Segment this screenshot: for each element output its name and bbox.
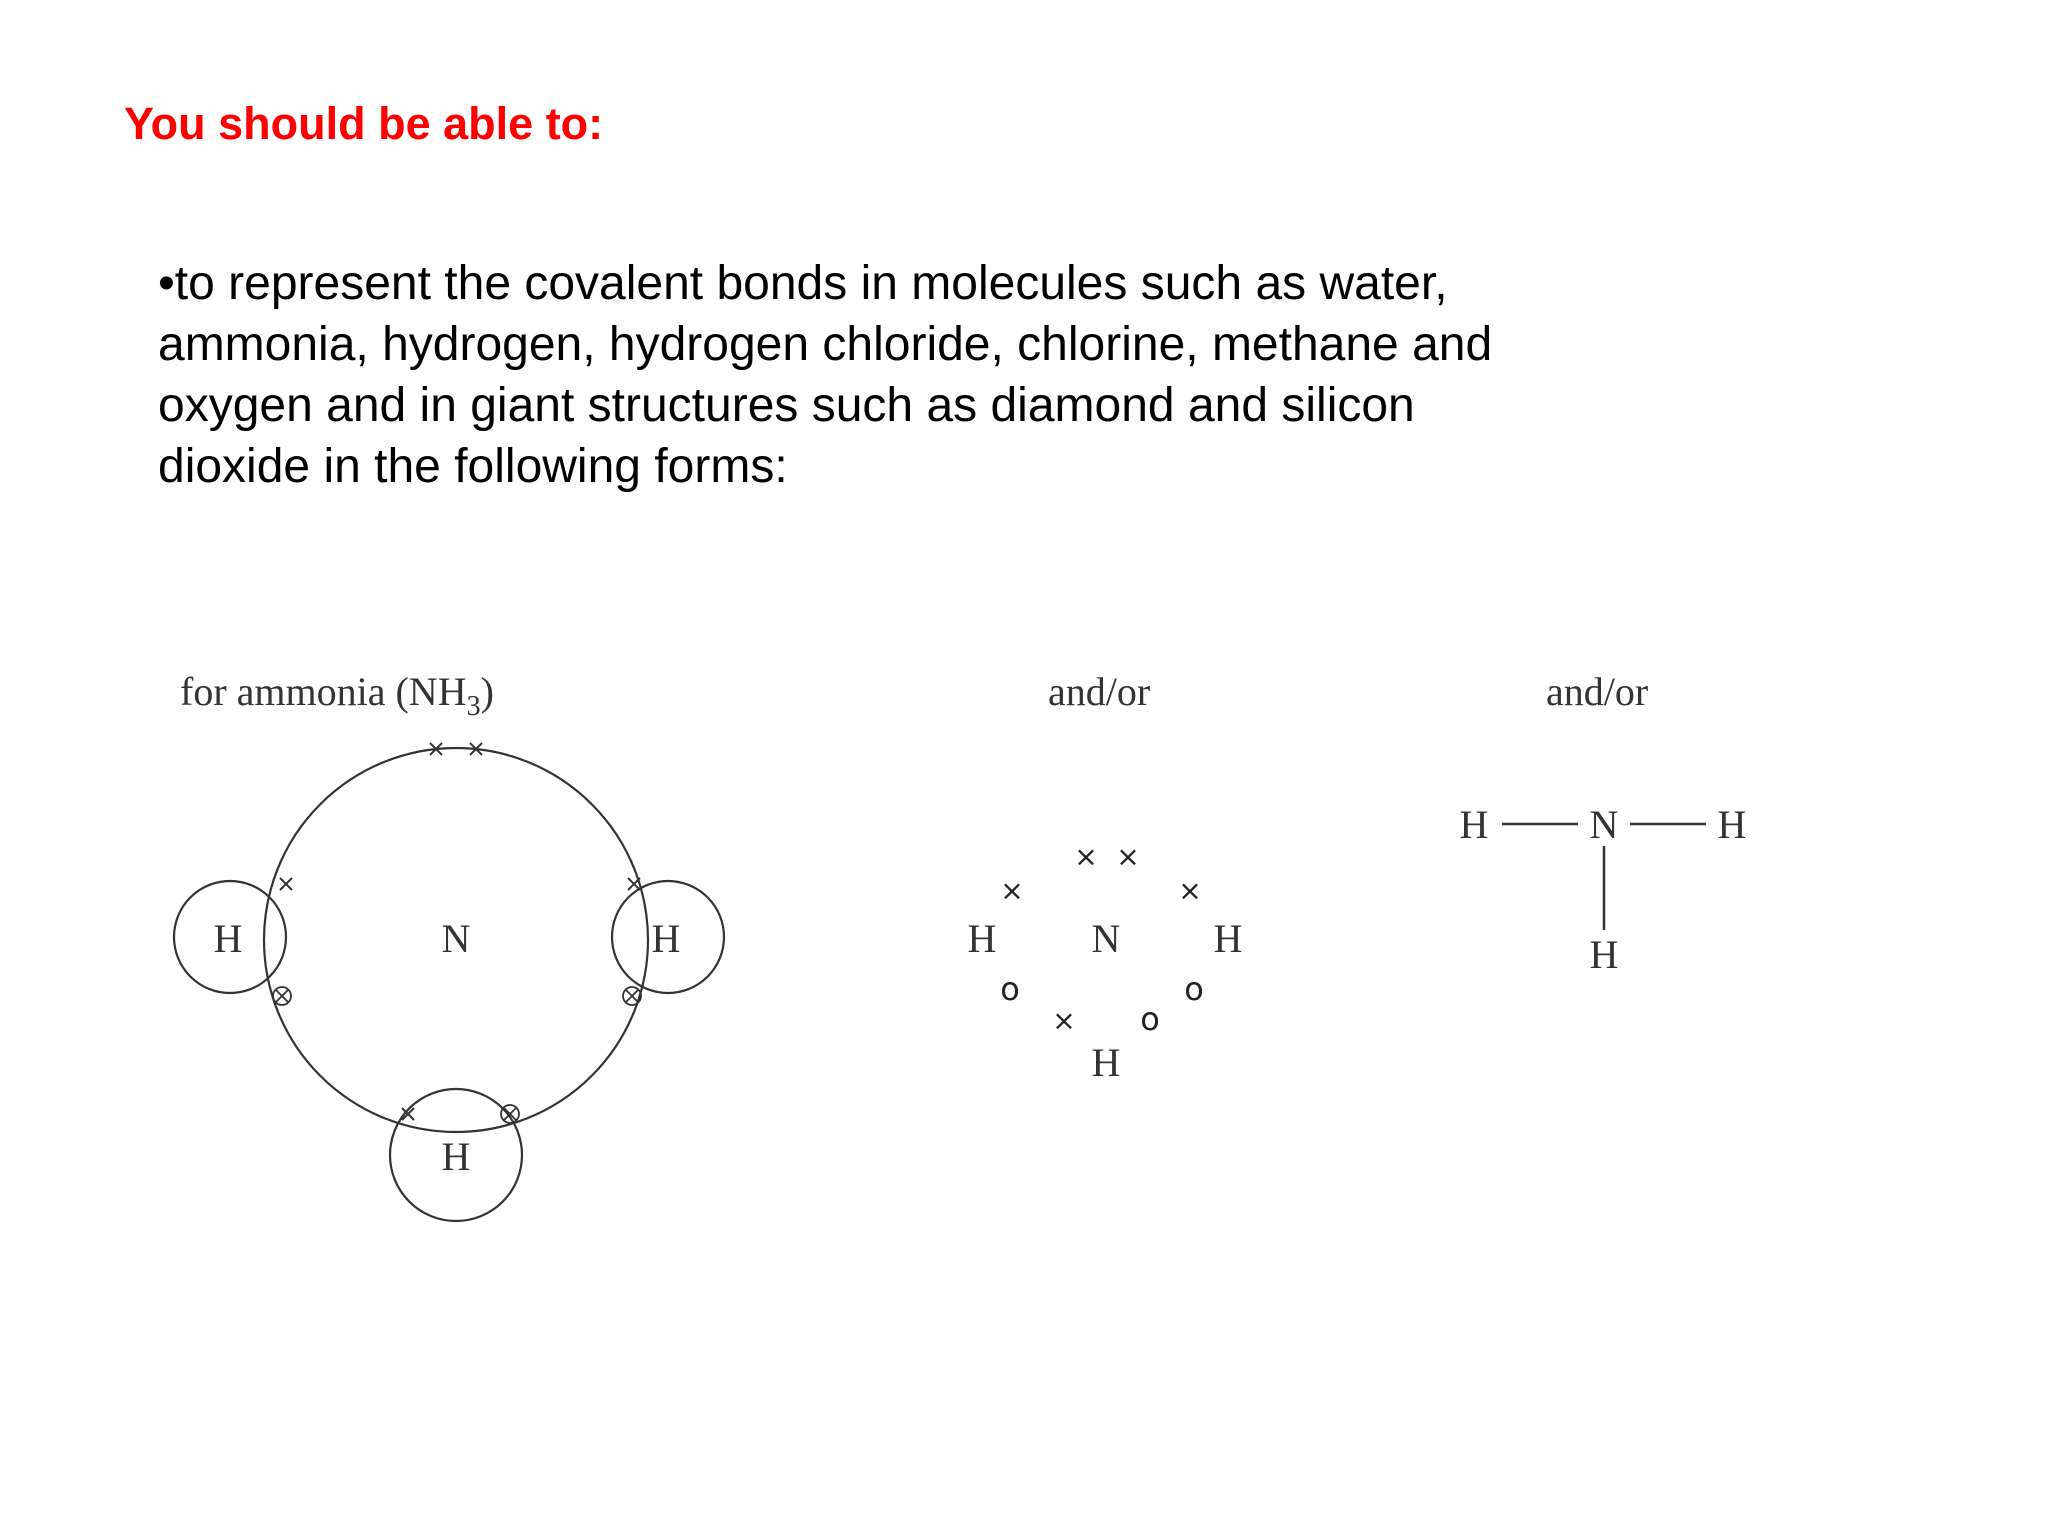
- circle-model: [174, 743, 724, 1221]
- dot-cross-h-bottom: H: [1091, 1040, 1121, 1085]
- electron-dot: o: [1184, 970, 1204, 1008]
- shared-electron-marker: [273, 987, 291, 1005]
- nitrogen-electron-crosses: [280, 743, 640, 1120]
- bullet-point: [158, 253, 1718, 497]
- dot-cross-h-left: H: [967, 916, 997, 961]
- hydrogen-shell-circle-bottom: [390, 1089, 522, 1221]
- nitrogen-shell-circle: [264, 748, 648, 1132]
- electron-dot: o: [1000, 970, 1020, 1008]
- structural-n-center: N: [1589, 802, 1619, 847]
- dot-cross-model: [968, 840, 1243, 1085]
- hydrogen-shell-circle-right: [612, 881, 724, 993]
- structural-h-right: H: [1717, 802, 1747, 847]
- structural-h-left: H: [1459, 802, 1489, 847]
- shared-electron-marker: [623, 987, 641, 1005]
- dot-cross-n-center: N: [1091, 916, 1121, 961]
- atom-label-h-bottom: H: [441, 1134, 471, 1179]
- electron-dot: o: [1140, 1000, 1160, 1038]
- structural-h-bottom: H: [1589, 932, 1619, 977]
- electron-cross: ×: [1052, 1004, 1076, 1037]
- atom-label-h-right: H: [651, 916, 681, 961]
- shared-electron-markers: [273, 987, 641, 1123]
- separator-and-or-2: and/or: [1546, 669, 1649, 714]
- slide-title: You should be able to:: [124, 98, 604, 149]
- structural-model: [1460, 802, 1747, 977]
- bullet-line-1: •to represent the covalent bonds in molecules such as water,: [158, 257, 1448, 310]
- atom-label-h-left: H: [213, 916, 243, 961]
- bullet-line-4: dioxide in the following forms:: [158, 440, 788, 493]
- electron-cross: ×: [1000, 874, 1024, 907]
- atom-label-n-center: N: [441, 916, 471, 961]
- bullet-line-2: ammonia, hydrogen, hydrogen chloride, chlorine, methane and: [158, 318, 1493, 371]
- dot-cross-h-right: H: [1213, 916, 1243, 961]
- separator-and-or-1: and/or: [1048, 669, 1151, 714]
- electron-cross: ×: [1178, 874, 1202, 907]
- electron-cross: ×: [1116, 840, 1140, 873]
- hydrogen-shell-circle-left: [174, 881, 286, 993]
- diagram-caption: for ammonia $(NH_3)$: [180, 669, 494, 722]
- electron-cross: ×: [1074, 840, 1098, 873]
- shared-electron-marker: [501, 1105, 519, 1123]
- bullet-line-3: oxygen and in giant structures such as diamond and silicon: [158, 379, 1415, 432]
